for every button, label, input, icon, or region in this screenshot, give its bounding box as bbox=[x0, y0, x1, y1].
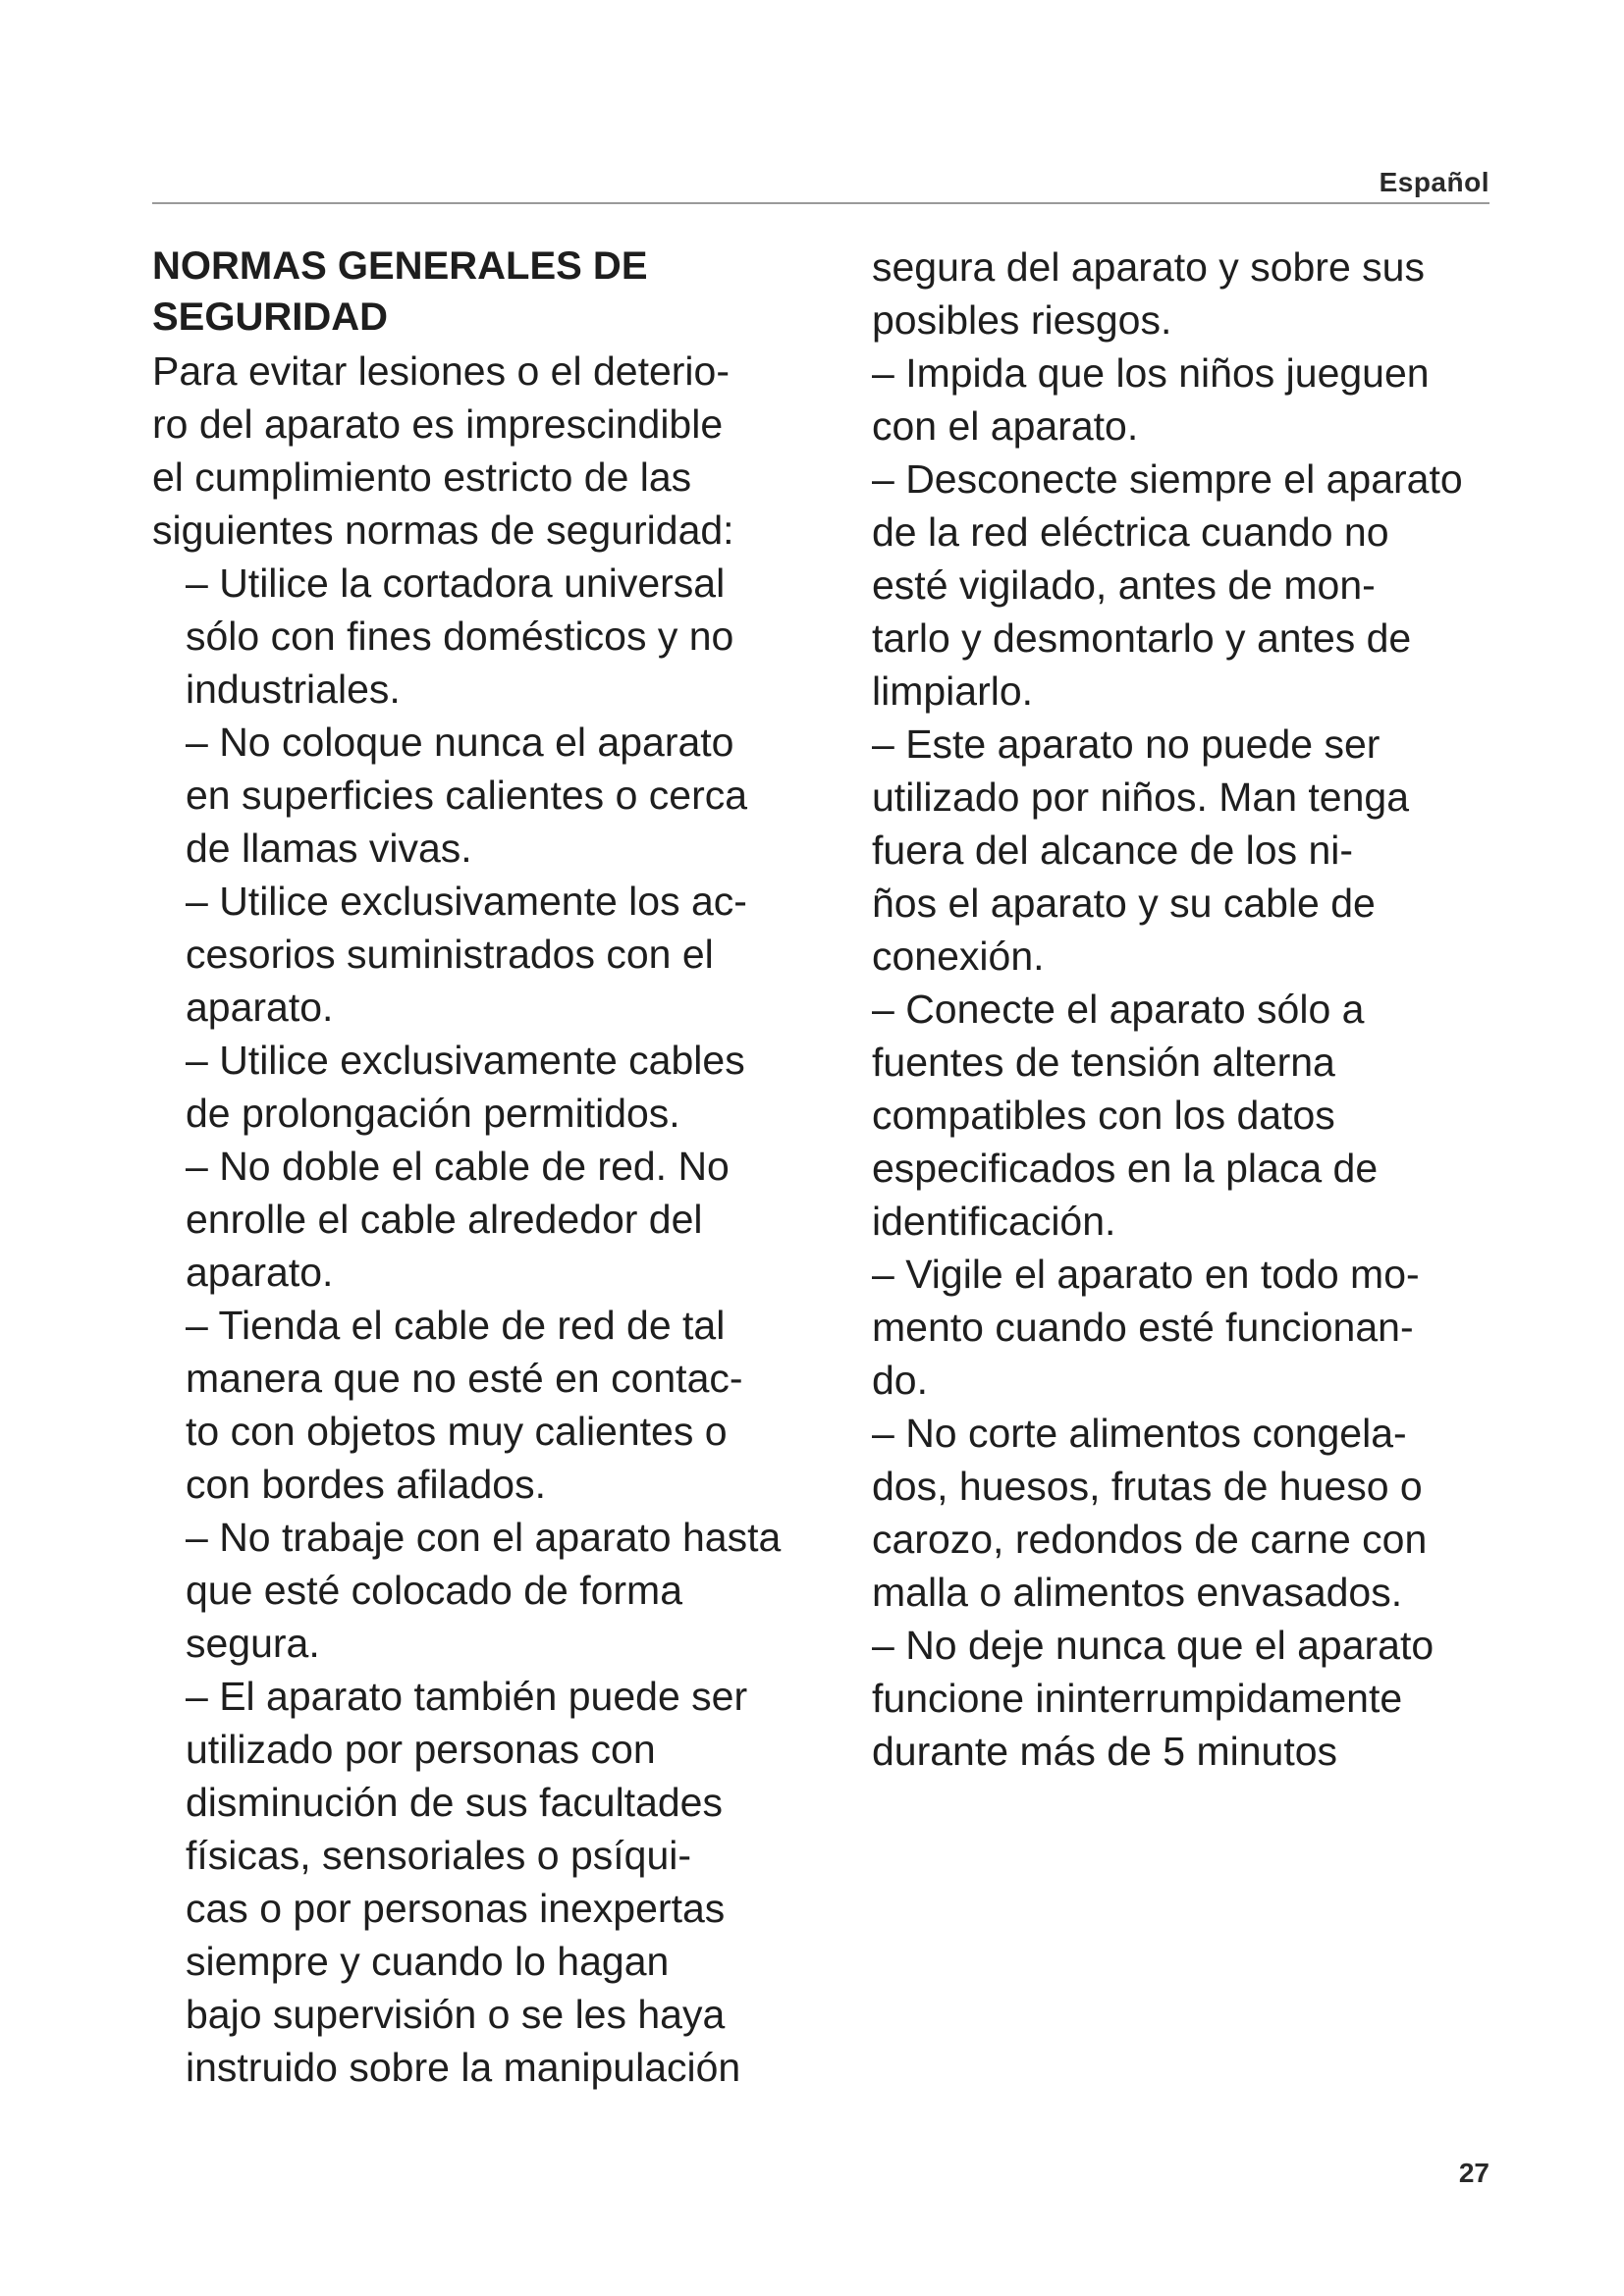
list-line: aparato. bbox=[186, 985, 334, 1030]
list-line: disminución de sus facultades bbox=[186, 1780, 723, 1825]
list-line: sólo con fines domésticos y no bbox=[186, 614, 734, 659]
intro-line: ro del aparato es imprescindible bbox=[152, 401, 724, 447]
list-line: mento cuando esté funcionan- bbox=[872, 1305, 1414, 1350]
list-line: tarlo y desmontarlo y antes de bbox=[872, 615, 1412, 661]
language-label: Español bbox=[1379, 167, 1489, 197]
list-line: instruido sobre la manipulación bbox=[186, 2045, 741, 2090]
section-title bbox=[152, 240, 859, 343]
list-line: – Impida que los niños jueguen bbox=[872, 350, 1430, 396]
list-line: en superficies calientes o cerca bbox=[186, 773, 748, 818]
list-line: conexión. bbox=[872, 934, 1045, 979]
list-line: – Tienda el cable de red de tal bbox=[186, 1303, 726, 1348]
safety-list-left bbox=[152, 557, 859, 2094]
list-line: enrolle el cable alrededor del bbox=[186, 1197, 703, 1242]
list-line: siempre y cuando lo hagan bbox=[186, 1939, 670, 1984]
list-line: – No doble el cable de red. No bbox=[186, 1144, 730, 1189]
list-line: – No coloque nunca el aparato bbox=[186, 720, 734, 765]
list-line: de prolongación permitidos. bbox=[186, 1091, 680, 1136]
list-line: bajo supervisión o se les haya bbox=[186, 1992, 726, 2037]
list-line: – Utilice exclusivamente los ac- bbox=[186, 879, 747, 924]
title-line: NORMAS GENERALES DE bbox=[152, 244, 648, 288]
left-column bbox=[152, 240, 859, 2094]
list-line: – Utilice la cortadora universal bbox=[186, 561, 726, 606]
list-line: físicas, sensoriales o psíqui- bbox=[186, 1833, 692, 1878]
list-line: funcione ininterrumpidamente bbox=[872, 1676, 1403, 1721]
page-number: 27 bbox=[1458, 2158, 1489, 2188]
list-line: aparato. bbox=[186, 1250, 334, 1295]
header-rule bbox=[152, 202, 1489, 204]
list-line: durante más de 5 minutos bbox=[872, 1729, 1338, 1774]
intro-paragraph bbox=[152, 345, 859, 557]
list-line: ños el aparato y su cable de bbox=[872, 881, 1376, 926]
intro-line: Para evitar lesiones o el deterio- bbox=[152, 348, 730, 394]
list-line: de llamas vivas. bbox=[186, 826, 472, 871]
list-line: – Desconecte siempre el aparato bbox=[872, 456, 1463, 502]
list-line: – Utilice exclusivamente cables bbox=[186, 1038, 745, 1083]
list-line: cas o por personas inexpertas bbox=[186, 1886, 726, 1931]
list-line: dos, huesos, frutas de hueso o bbox=[872, 1464, 1423, 1509]
list-line: industriales. bbox=[186, 667, 401, 712]
list-line: de la red eléctrica cuando no bbox=[872, 509, 1389, 555]
list-line: identificación. bbox=[872, 1199, 1116, 1244]
list-line: – Vigile el aparato en todo mo- bbox=[872, 1252, 1420, 1297]
intro-line: siguientes normas de seguridad: bbox=[152, 507, 734, 553]
list-line: posibles riesgos. bbox=[872, 297, 1172, 343]
title-line: SEGURIDAD bbox=[152, 295, 389, 339]
list-line: limpiarlo. bbox=[872, 668, 1034, 714]
list-line: que esté colocado de forma bbox=[186, 1568, 682, 1613]
list-line: manera que no esté en contac- bbox=[186, 1356, 743, 1401]
list-line: to con objetos muy calientes o bbox=[186, 1409, 728, 1454]
list-line: con bordes afilados. bbox=[186, 1462, 546, 1507]
list-line: – No deje nunca que el aparato bbox=[872, 1623, 1435, 1668]
list-line: compatibles con los datos bbox=[872, 1093, 1335, 1138]
list-line: con el aparato. bbox=[872, 403, 1139, 449]
list-line: cesorios suministrados con el bbox=[186, 932, 714, 977]
list-line: utilizado por niños. Man tenga bbox=[872, 774, 1410, 820]
list-line: – El aparato también puede ser bbox=[186, 1674, 748, 1719]
list-line: fuentes de tensión alterna bbox=[872, 1040, 1335, 1085]
list-line: utilizado por personas con bbox=[186, 1727, 656, 1772]
right-column bbox=[872, 240, 1598, 1778]
list-line: fuera del alcance de los ni- bbox=[872, 828, 1354, 873]
list-line: – Conecte el aparato sólo a bbox=[872, 987, 1365, 1032]
list-line: malla o alimentos envasados. bbox=[872, 1570, 1403, 1615]
list-line: – Este aparato no puede ser bbox=[872, 721, 1380, 767]
list-line: especificados en la placa de bbox=[872, 1146, 1379, 1191]
intro-line: el cumplimiento estricto de las bbox=[152, 454, 692, 500]
list-line: do. bbox=[872, 1358, 928, 1403]
list-line: – No corte alimentos congela- bbox=[872, 1411, 1407, 1456]
list-line: segura del aparato y sobre sus bbox=[872, 244, 1425, 290]
list-line: esté vigilado, antes de mon- bbox=[872, 562, 1376, 608]
list-line: segura. bbox=[186, 1621, 320, 1666]
list-line: – No trabaje con el aparato hasta bbox=[186, 1515, 782, 1560]
list-line: carozo, redondos de carne con bbox=[872, 1517, 1428, 1562]
